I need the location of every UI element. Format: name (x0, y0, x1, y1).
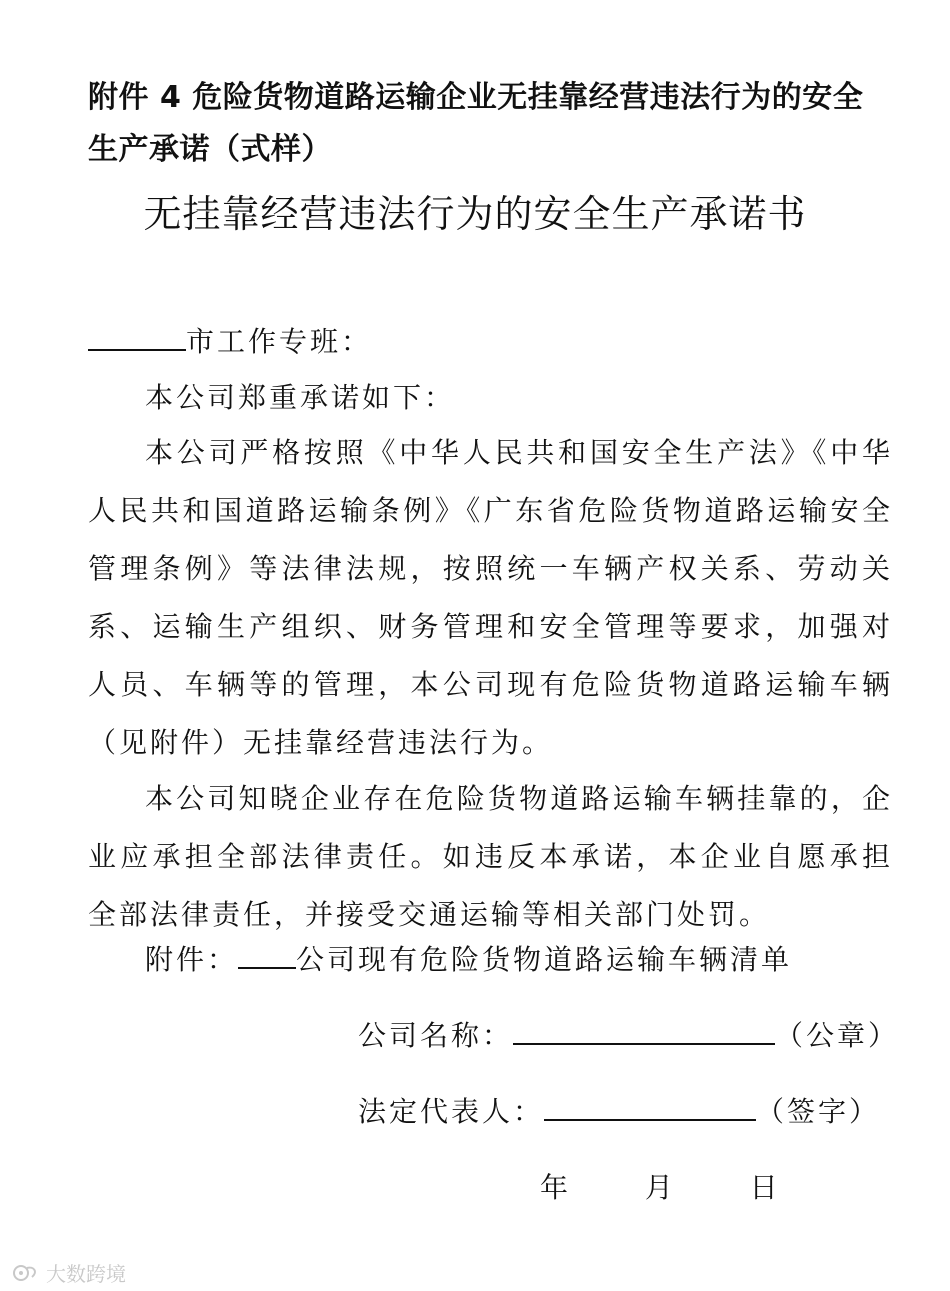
company-name-blank (513, 1043, 775, 1045)
city-blank (88, 349, 186, 351)
signature-note: （签字） (756, 1095, 881, 1128)
document-title: 无挂靠经营违法行为的安全生产承诺书 (143, 192, 807, 236)
addressee-text: 市工作专班： (186, 325, 373, 358)
date-year: 年 (540, 1171, 572, 1204)
company-seal-note: （公章） (775, 1019, 900, 1052)
date-row (540, 1168, 781, 1208)
attachment-text: 公司现有危险货物道路运输车辆清单 (296, 943, 793, 976)
date-day: 日 (749, 1171, 781, 1204)
date-month: 月 (644, 1171, 676, 1204)
company-name-row (358, 1016, 899, 1056)
legal-rep-row (358, 1092, 880, 1132)
attachment-line (145, 940, 792, 980)
attachment-prefix: 附件： (145, 943, 239, 976)
commitment-paragraph-1: 本公司严格按照《中华人民共和国安全生产法》《中华人民共和国道路运输条例》《广东省危险货物道路运输安全管理条例》等法律法规，按照统一车辆产权关系、劳动关系、运输生产组织、财务管理和安全管理等要求，加强对人员、车辆等的管理，本公司现有危险货物道路运输车辆（见附件）无挂靠经营违法行为。 (88, 436, 893, 759)
company-name-label: 公司名称： (358, 1019, 514, 1052)
addressee-line (88, 322, 372, 362)
watermark-logo-icon (12, 1262, 40, 1284)
watermark-text: 大数跨境 (46, 1262, 126, 1286)
intro-line: 本公司郑重承诺如下： (145, 381, 456, 414)
commitment-paragraph-2: 本公司知晓企业存在危险货物道路运输车辆挂靠的，企业应承担全部法律责任。如违反本承诺，本企业自愿承担全部法律责任，并接受交通运输等相关部门处罚。 (88, 782, 893, 931)
company-blank (238, 967, 296, 969)
attachment-heading: 附件 4 危险货物道路运输企业无挂靠经营违法行为的安全生产承诺（式样） (88, 80, 864, 167)
watermark (12, 1258, 126, 1287)
legal-rep-label: 法定代表人： (358, 1095, 545, 1128)
legal-rep-blank (544, 1119, 756, 1121)
